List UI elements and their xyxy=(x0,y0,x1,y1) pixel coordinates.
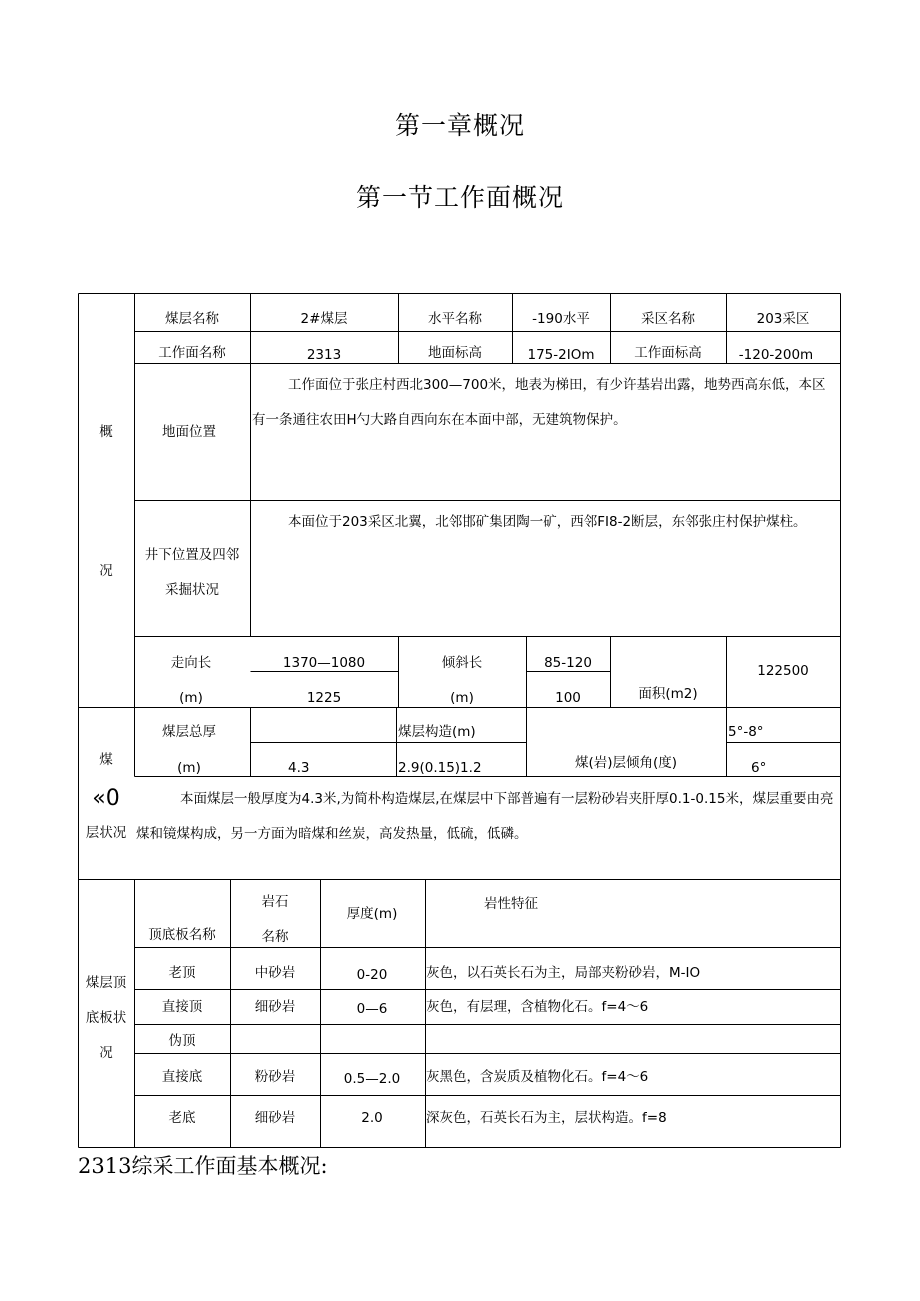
seam-description: 本面煤层一般厚度为4.3米,为简朴构造煤层,在煤层中下部普遍有一层粉砂岩夹肝厚0.1-0.15米，煤层重要由亮煤和镜煤构成，另一方面为暗煤和丝炭，高发热量，低硫，低磷。 xyxy=(136,791,834,842)
surface-position-label: 地面位置 xyxy=(162,424,216,440)
table-row-character: 灰色，有层理，含植物化石。f=4～6 xyxy=(426,999,649,1015)
header-rock-line1: 岩石 xyxy=(261,894,289,910)
total-thickness-unit: (m) xyxy=(177,760,201,776)
level-name-label: 水平名称 xyxy=(428,311,482,327)
area-value: 122500 xyxy=(757,663,809,679)
district-name-value: 203采区 xyxy=(756,311,810,327)
header-rock-line2: 名称 xyxy=(261,929,289,945)
total-thickness-value: 4.3 xyxy=(288,760,310,776)
overview-group-label-top: 概 xyxy=(99,424,113,440)
dip-length-value: 100 xyxy=(555,690,581,706)
face-name-value: 2313 xyxy=(306,347,342,363)
level-name-value: -190水平 xyxy=(532,311,590,327)
table-row-name: 直接底 xyxy=(161,1069,203,1085)
seam-structure-value: 2.9(0.15)1.2 xyxy=(398,760,482,776)
strike-length-unit: (m) xyxy=(179,690,203,706)
seam-structure-label: 煤层构造(m) xyxy=(398,724,476,740)
face-elevation-value: -120-200m xyxy=(738,347,814,363)
dip-angle-range: 5°-8° xyxy=(728,724,764,740)
roof-floor-group-label-1: 煤层顶 xyxy=(85,975,127,991)
table-row-character: 深灰色，石英长石为主，层状构造。f=8 xyxy=(426,1110,667,1126)
total-thickness-label: 煤层总厚 xyxy=(162,724,216,740)
face-elevation-label: 工作面标高 xyxy=(634,345,702,361)
table-row-thickness: 2.0 xyxy=(361,1110,383,1126)
table-row-thickness: 0-20 xyxy=(356,967,388,983)
ground-elevation-value: 175-2IOm xyxy=(527,347,595,363)
district-name-label: 采区名称 xyxy=(641,311,695,327)
table-row-character: 灰黑色，含炭质及植物化石。f=4～6 xyxy=(426,1069,649,1085)
strike-length-label: 走向长 xyxy=(170,655,212,671)
header-thickness: 厚度(m) xyxy=(346,906,398,922)
table-row-rock: 粉砂岩 xyxy=(254,1069,296,1085)
roof-floor-group-label-3: 况 xyxy=(99,1045,113,1061)
table-row-rock: 中砂岩 xyxy=(254,965,296,981)
roof-floor-group-label-2: 底板状 xyxy=(85,1010,127,1026)
underground-position-label-2: 采掘状况 xyxy=(165,582,219,598)
underground-position-text: 本面位于203采区北翼，北邻邯矿集团陶一矿，西邻FI8-2断层，东邻张庄村保护煤柱。 xyxy=(288,514,807,530)
dip-angle-value: 6° xyxy=(751,760,767,776)
dip-length-label: 倾斜长 xyxy=(441,655,483,671)
overview-group-label-bottom: 况 xyxy=(99,563,113,579)
strike-length-range: 1370—1080 xyxy=(282,655,366,671)
chapter-title: 第一章概况 xyxy=(394,111,525,140)
seam-group-label-1: 煤 xyxy=(99,752,113,768)
table-row-rock: 细砂岩 xyxy=(254,999,296,1015)
table-row-rock: 细砂岩 xyxy=(254,1110,296,1126)
table-row-name: 伪顶 xyxy=(168,1033,196,1049)
underground-position-label-1: 井下位置及四邻 xyxy=(144,547,240,563)
dip-length-range: 85-120 xyxy=(544,655,592,671)
table-row-thickness: 0.5—2.0 xyxy=(343,1071,401,1087)
area-label: 面积(m2) xyxy=(638,686,698,702)
surface-position-text: 工作面位于张庄村西北300—700米，地表为梯田，有少许基岩出露，地势西高东低，本区有一条通往农田H勺大路自西向东在本面中部，无建筑物保护。 xyxy=(252,377,826,428)
dip-angle-label: 煤(岩)层倾角(度) xyxy=(574,755,678,771)
seam-group-label-2: «0 xyxy=(92,786,120,811)
seam-name-value: 2#煤层 xyxy=(300,311,348,327)
table-row-name: 老底 xyxy=(168,1110,196,1126)
table-row-thickness: 0—6 xyxy=(356,1001,388,1017)
seam-group-label-3: 层状况 xyxy=(85,825,127,841)
strike-length-value: 1225 xyxy=(306,690,342,706)
footer-caption: 2313综采工作面基本概况: xyxy=(78,1154,328,1178)
table-row-name: 直接顶 xyxy=(161,999,203,1015)
table-row-name: 老顶 xyxy=(168,965,196,981)
table-row-character: 灰色，以石英长石为主，局部夹粉砂岩，M-IO xyxy=(426,965,701,981)
dip-length-unit: (m) xyxy=(450,690,474,706)
header-name: 顶底板名称 xyxy=(148,927,216,943)
ground-elevation-label: 地面标高 xyxy=(428,345,482,361)
seam-name-label: 煤层名称 xyxy=(165,311,219,327)
face-name-label: 工作面名称 xyxy=(158,345,226,361)
header-character: 岩性特征 xyxy=(484,896,538,912)
section-title: 第一节工作面概况 xyxy=(355,183,564,212)
